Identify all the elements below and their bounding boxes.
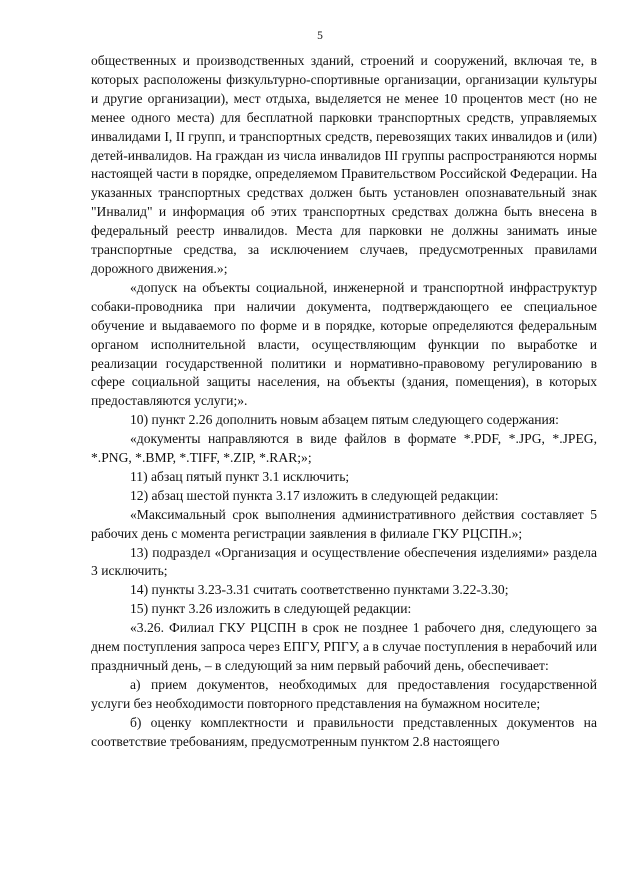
page-number: 5 — [317, 30, 323, 42]
item-12: 12) абзац шестой пункта 3.17 изложить в следующей редакции: — [130, 487, 499, 503]
paragraph-parking-quota: общественных и производственных зданий, строений и сооружений, включая те, в которых расположены физкультурно-спортивные организации, организации культуры и другие организации), мест отдыха, выделяется не менее 10 процентов мест (но не менее одного места) для бесплатной парковки транспортных средств, управляемых инвалидами I, II групп, и транспортных средств, перевозящих таких инвалидов и (или) детей-инвалидов. На граждан из числа инвалидов III группы распространяются нормы настоящей части в порядке, определяемом Правительством Российской Федерации. На указанных транспортных средствах должен быть установлен опознавательный знак "Инвалид" и информация об этих транспортных средствах должна быть внесена в федеральный реестр инвалидов. Места для парковки не должны занимать иные транспортные средства, за исключением случаев, предусмотренных правилами дорожного движения.»; — [91, 53, 597, 276]
item-14: 14) пункты 3.23-3.31 считать соответственно пунктами 3.22-3.30; — [130, 582, 509, 598]
subitem-b: б) оценку комплектности и правильности представленных документов на соответствие требованиям, предусмотренным пунктом 2.8 настоящего — [91, 714, 597, 749]
item-11: 11) абзац пятый пункт 3.1 исключить; — [130, 468, 350, 484]
subitem-a: а) прием документов, необходимых для предоставления государственной услуги без необходимости повторного представления на бумажном носителе; — [91, 676, 597, 711]
paragraph-max-term: «Максимальный срок выполнения административного действия составляет 5 рабочих день с момента регистрации заявления в филиале ГКУ РЦСПН.»; — [91, 506, 597, 541]
item-10: 10) пункт 2.26 дополнить новым абзацем пятым следующего содержания: — [130, 412, 559, 428]
paragraph-3-26: «3.26. Филиал ГКУ РЦСПН в срок не позднее 1 рабочего дня, следующего за днем поступления запроса через ЕПГУ, РПГУ, а в случае поступления в нерабочий или праздничный день, – в следующий за ним первый рабочий день, обеспечивает: — [91, 620, 597, 673]
item-13: 13) подраздел «Организация и осуществление обеспечения изделиями» раздела 3 исключить; — [91, 544, 597, 579]
document-body — [91, 52, 597, 752]
paragraph-file-formats: «документы направляются в виде файлов в формате *.PDF, *.JPG, *.JPEG, *.PNG, *.BMP, *.TIFF, *.ZIP, *.RAR;»; — [91, 431, 597, 466]
item-15: 15) пункт 3.26 изложить в следующей редакции: — [130, 601, 412, 617]
paragraph-guide-dog-access: «допуск на объекты социальной, инженерной и транспортной инфраструктур собаки-проводника при наличии документа, подтверждающего ее специальное обучение и выдаваемого по форме и в порядке, которые определяются федеральным органом исполнительной власти, осуществляющим функции по выработке и реализации государственной политики и нормативно-правовому регулированию в сфере социальной защиты населения, на объекты (здания, помещения), в которых предоставляются услуги;». — [91, 279, 597, 409]
